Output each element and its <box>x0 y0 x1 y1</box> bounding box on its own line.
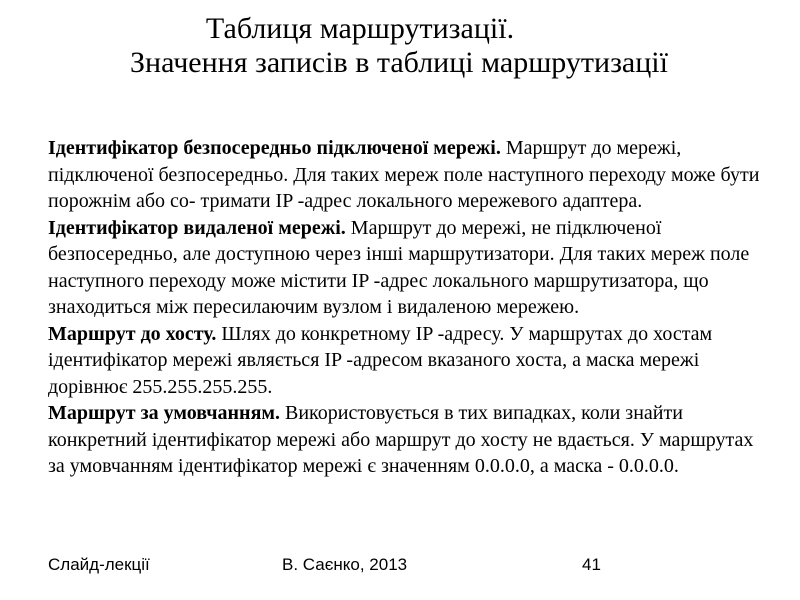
definition-text: Маршрут до мережі, не підключеної безпосередньо, але доступною через інші маршрутизатори. Для таких мереж поле наступного переходу може містити IP -адрес локального маршрутизатора, що знаходиться між пересилаючим вузлом і видаленою мережею. <box>48 216 750 318</box>
page-number: 41 <box>582 555 601 574</box>
definition-term: Ідентифікатор видаленої мережі. <box>48 216 346 239</box>
definition-paragraph <box>48 135 760 215</box>
slide-title <box>0 12 800 80</box>
definition-text: Використовується в тих випадках, коли знайти конкретний ідентифікатор мережі або маршрут до хосту не вдається. У маршрутах за умовчанням ідентифікатор мережі є значенням 0.0.0.0, а маска - 0.0.0.0. <box>48 402 754 477</box>
footer-series-label: Слайд-лекції <box>48 555 150 574</box>
definition-term: Ідентифікатор безпосередньо підключеної мережі. <box>48 137 501 159</box>
slide-body <box>48 135 760 480</box>
title-line-1: Таблиця маршрутизації. <box>205 12 515 45</box>
definition-text: Маршрут до мережі, підключеної безпосередньо. Для таких мереж поле наступного переходу може бути порожнім або со- тримати IP -адрес локального мережевого адаптера. <box>48 137 760 212</box>
definition-paragraph <box>48 321 760 401</box>
definition-text: Шлях до конкретному IP -адресу. У маршрутах до хостам ідентифікатор мережі являється IP -адресом вказаного хоста, а маска мережі дорівнює 255.255.255.255. <box>48 322 713 398</box>
title-line-2: Значення записів в таблиці маршрутизації <box>130 46 668 79</box>
definition-paragraph <box>48 215 760 321</box>
definition-paragraph <box>48 400 760 480</box>
footer-author: В. Саєнко, 2013 <box>282 555 408 574</box>
definition-term: Маршрут за умовчанням. <box>48 402 281 424</box>
definition-term: Маршрут до хосту. <box>48 322 217 345</box>
